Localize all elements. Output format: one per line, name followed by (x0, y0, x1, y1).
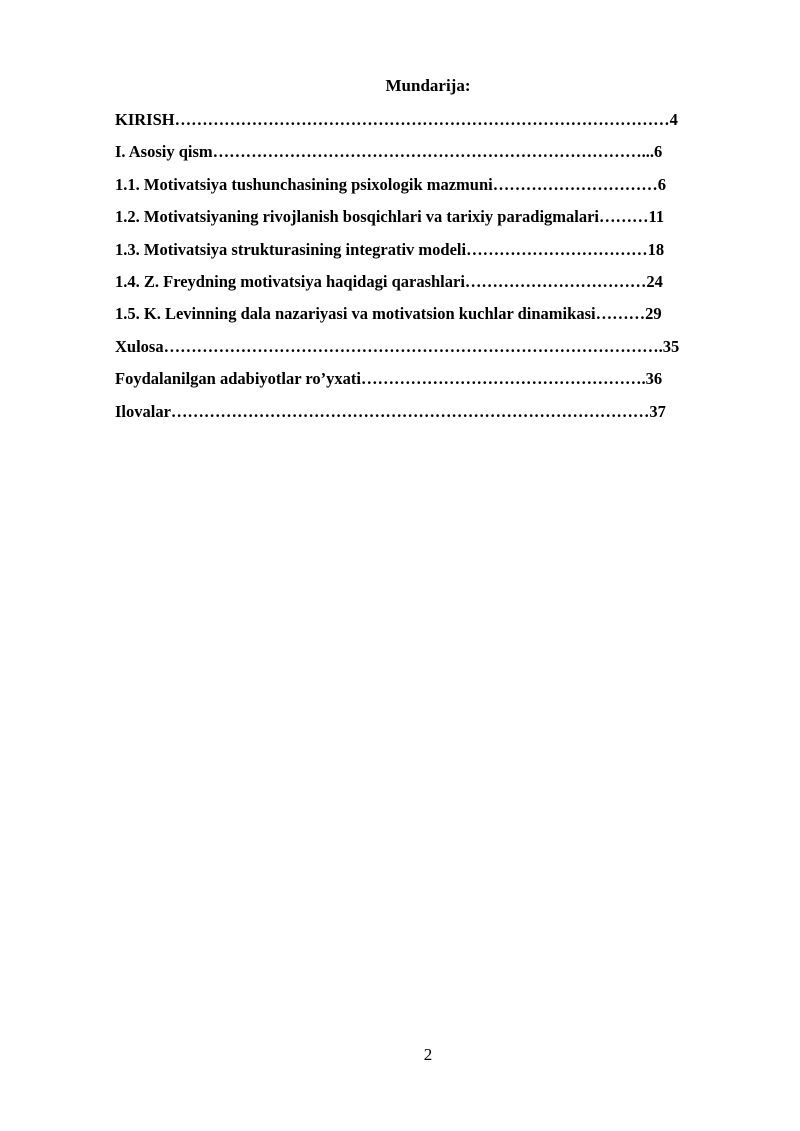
toc-entry-1-5 (115, 304, 745, 336)
toc-entry-1-4 (115, 272, 745, 304)
page-number: 2 (423, 1045, 433, 1064)
toc-entry-ilovalar (115, 402, 745, 434)
toc-entry-1-2 (115, 207, 745, 239)
table-of-contents (115, 110, 745, 434)
toc-entry-text: Ilovalar……………………………………………………………………………37 (115, 401, 666, 421)
toc-entry-text: KIRISH………………………………………………………………………………4 (115, 110, 678, 129)
toc-entry-text: I. Asosiy qism……………………………………………………………………...6 (115, 142, 663, 162)
toc-entry-text: 1.1. Motivatsiya tushunchasining psixologik mazmuni…………………………6 (115, 174, 666, 194)
toc-entry-xulosa (115, 337, 745, 369)
toc-entry-text: 1.3. Motivatsiya strukturasining integrativ modeli……………………………18 (115, 239, 665, 259)
toc-entry-kirish (115, 110, 745, 142)
toc-entry-text: 1.2. Motivatsiyaning rivojlanish bosqichlari va tarixiy paradigmalari………11 (115, 207, 665, 227)
toc-entry-asosiy-qism (115, 142, 745, 174)
toc-entry-text: 1.5. K. Levinning dala nazariyasi va motivatsion kuchlar dinamikasi………29 (115, 304, 662, 324)
toc-entry-1-1 (115, 175, 745, 207)
toc-entry-text: Foydalanilgan adabiyotlar ro’yxati…………………………………………….36 (115, 369, 663, 389)
toc-title: Mundarija: (385, 76, 471, 95)
toc-entry-text: 1.4. Z. Freydning motivatsiya haqidagi qarashlari……………………………24 (115, 271, 663, 291)
toc-entry-adabiyotlar (115, 369, 745, 401)
toc-entry-1-3 (115, 240, 745, 272)
toc-entry-text: Xulosa……………………………………………………………………………….35 (115, 336, 680, 356)
